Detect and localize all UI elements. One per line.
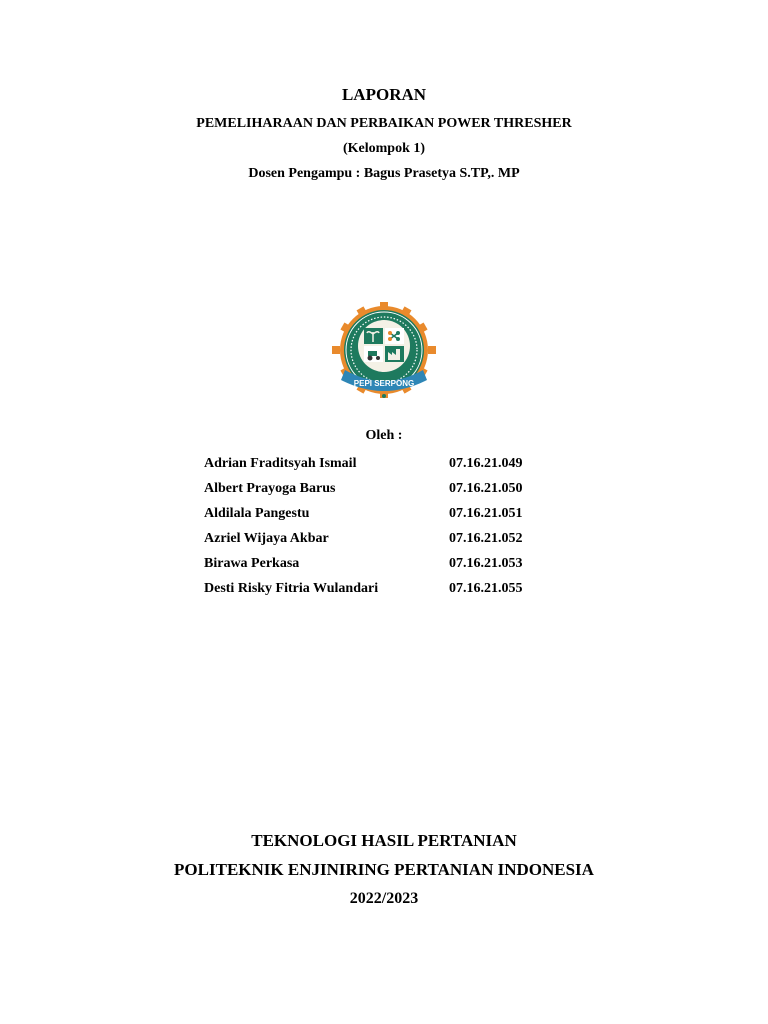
pepi-logo (327, 300, 441, 400)
institution-name: POLITEKNIK ENJINIRING PERTANIAN INDONESIA (174, 860, 594, 879)
member-name: Adrian Fraditsyah Ismail (204, 456, 357, 471)
member-name: Aldilala Pangestu (204, 506, 310, 521)
member-nim: 07.16.21.053 (449, 556, 523, 571)
member-name: Birawa Perkasa (204, 556, 300, 571)
member-name: Albert Prayoga Barus (204, 481, 336, 496)
lecturer-line: Dosen Pengampu : Bagus Prasetya S.TP,. MP (248, 166, 520, 181)
member-row (204, 477, 564, 502)
member-nim: 07.16.21.055 (449, 581, 523, 596)
member-row (204, 527, 564, 552)
report-subtitle: PEMELIHARAAN DAN PERBAIKAN POWER THRESHER (196, 116, 572, 131)
svg-text:PEPI SERPONG: PEPI SERPONG (353, 379, 415, 388)
member-row (204, 577, 564, 602)
report-title: LAPORAN (341, 85, 427, 104)
member-nim: 07.16.21.051 (449, 506, 523, 521)
group-label: (Kelompok 1) (342, 141, 426, 156)
plant-icon (364, 328, 383, 344)
molecule-icon (385, 328, 404, 344)
member-name: Desti Risky Fitria Wulandari (204, 581, 379, 596)
member-row (204, 552, 564, 577)
member-nim: 07.16.21.050 (449, 481, 523, 496)
member-nim: 07.16.21.052 (449, 531, 523, 546)
members-heading: Oleh : (365, 428, 403, 443)
member-row (204, 452, 564, 477)
tractor-icon (364, 346, 383, 362)
member-list (204, 452, 564, 602)
factory-icon (385, 346, 404, 362)
member-name: Azriel Wijaya Akbar (204, 531, 329, 546)
member-row (204, 502, 564, 527)
member-nim: 07.16.21.049 (449, 456, 523, 471)
academic-year: 2022/2023 (349, 890, 419, 907)
study-program: TEKNOLOGI HASIL PERTANIAN (251, 831, 517, 850)
